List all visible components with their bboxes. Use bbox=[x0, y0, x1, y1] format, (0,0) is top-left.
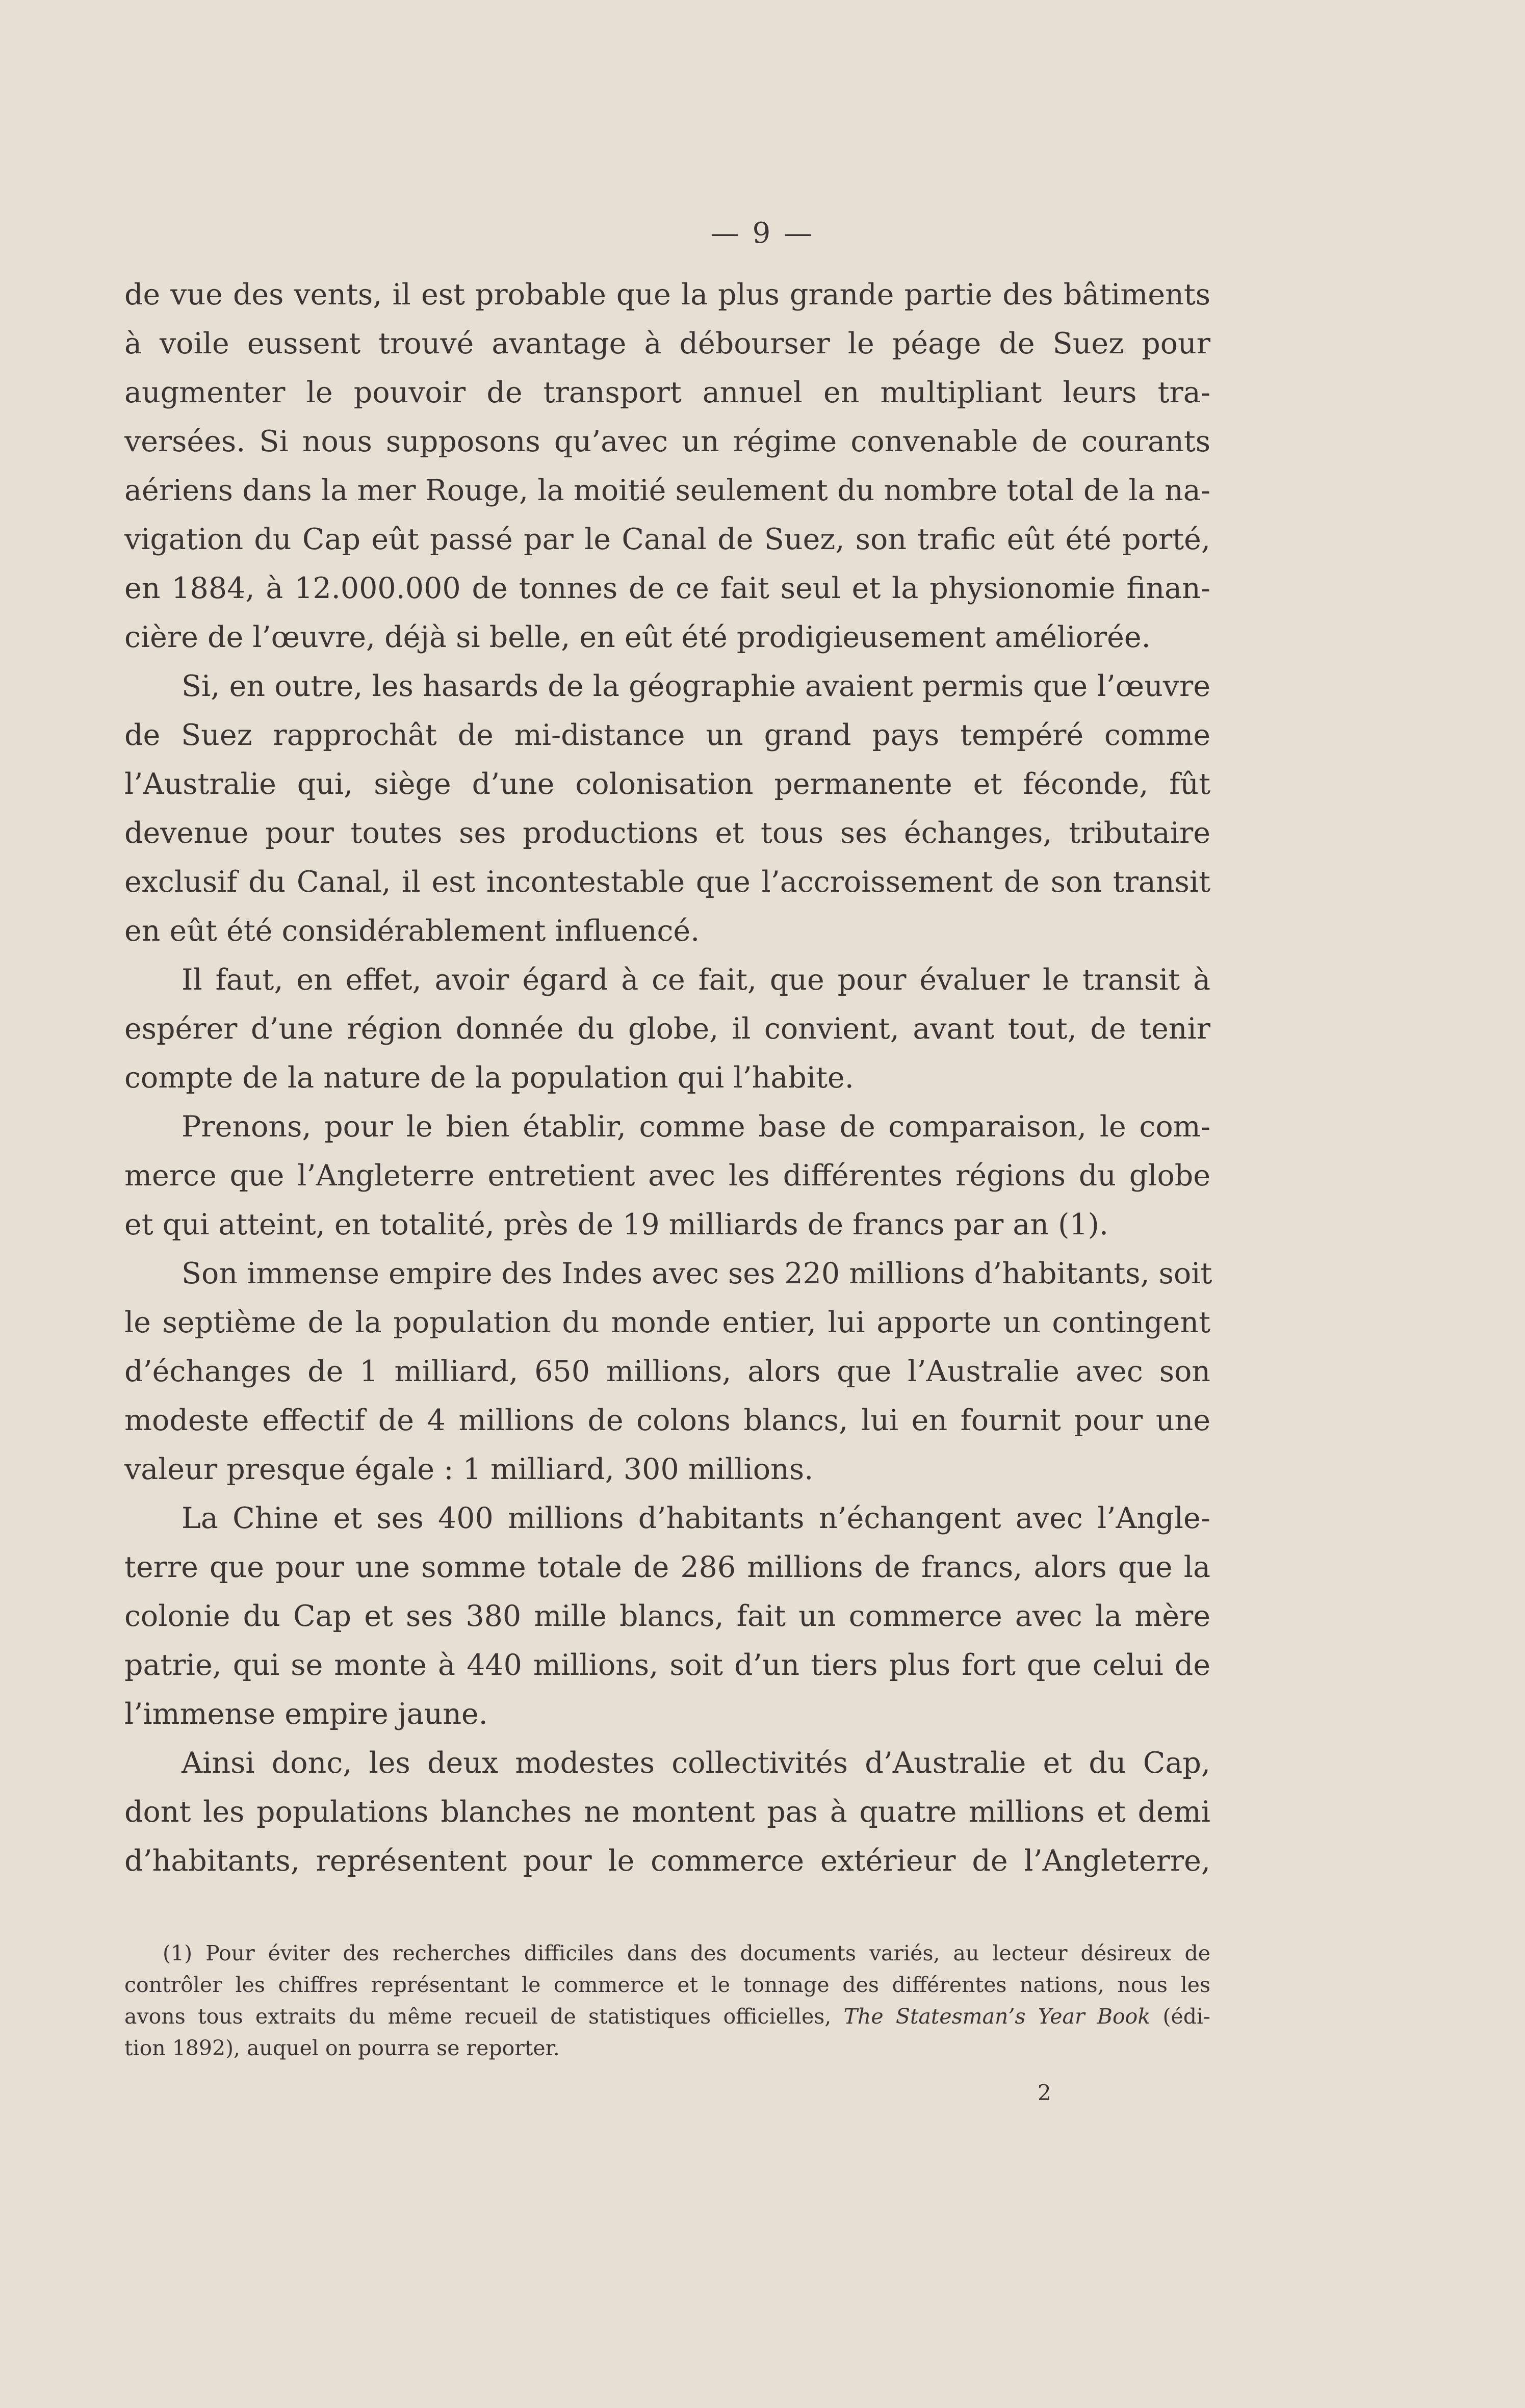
text-line: l’Australie qui, siège d’une colonisation permanente et féconde, fût bbox=[124, 767, 1210, 801]
footnote bbox=[124, 1937, 1210, 2064]
body-text bbox=[124, 270, 1210, 1885]
book-title: The Statesman’s Year Book bbox=[843, 2004, 1151, 2029]
paragraph-start-line: La Chine et ses 400 millions d’habitants n’échangent avec l’Angle- bbox=[182, 1501, 1210, 1535]
page-number: — 9 — bbox=[710, 217, 815, 250]
paragraph-start-line: Si, en outre, les hasards de la géographie avaient permis que l’œuvre bbox=[182, 669, 1210, 703]
text-line: cière de l’œuvre, déjà si belle, en eût été prodigieusement améliorée. bbox=[124, 620, 1151, 654]
footnote-line: (1) Pour éviter des recherches difficiles dans des documents variés, au lecteur désireux de bbox=[163, 1941, 1210, 1965]
paragraph-start-line: Ainsi donc, les deux modestes collectivités d’Australie et du Cap, bbox=[182, 1746, 1210, 1780]
text-line: patrie, qui se monte à 440 millions, soit d’un tiers plus fort que celui de bbox=[124, 1648, 1210, 1682]
text-line: de Suez rapprochât de mi-distance un grand pays tempéré comme bbox=[124, 718, 1210, 752]
footnote-line: tion 1892), auquel on pourra se reporter. bbox=[124, 2036, 560, 2060]
text-line: merce que l’Angleterre entretient avec les différentes régions du globe bbox=[124, 1159, 1210, 1193]
text-line: versées. Si nous supposons qu’avec un régime convenable de courants bbox=[124, 425, 1210, 458]
text-line: terre que pour une somme totale de 286 millions de francs, alors que la bbox=[124, 1550, 1210, 1584]
text-line: exclusif du Canal, il est incontestable que l’accroissement de son transit bbox=[124, 865, 1210, 899]
text-line: augmenter le pouvoir de transport annuel en multipliant leurs tra- bbox=[124, 376, 1210, 409]
text-line: modeste effectif de 4 millions de colons blancs, lui en fournit pour une bbox=[124, 1404, 1210, 1437]
footnote-line: contrôler les chiffres représentant le commerce et le tonnage des différentes nations, nous les bbox=[124, 1973, 1210, 1997]
text-line: valeur presque égale : 1 milliard, 300 millions. bbox=[124, 1453, 814, 1486]
text-line: compte de la nature de la population qui l’habite. bbox=[124, 1061, 854, 1095]
text-line: vigation du Cap eût passé par le Canal de Suez, son trafic eût été porté, bbox=[124, 523, 1210, 556]
text-line: devenue pour toutes ses productions et tous ses échanges, tributaire bbox=[124, 816, 1210, 850]
text-line: le septième de la population du monde entier, lui apporte un contingent bbox=[124, 1306, 1210, 1339]
paragraph-start-line: Il faut, en effet, avoir égard à ce fait, que pour évaluer le transit à bbox=[182, 963, 1210, 997]
text-line: en eût été considérablement influencé. bbox=[124, 914, 700, 948]
text-line: à voile eussent trouvé avantage à débourser le péage de Suez pour bbox=[124, 327, 1210, 360]
signature-mark: 2 bbox=[1038, 2080, 1051, 2105]
text-line: d’échanges de 1 milliard, 650 millions, alors que l’Australie avec son bbox=[124, 1355, 1210, 1388]
text-line: et qui atteint, en totalité, près de 19 milliards de francs par an (1). bbox=[124, 1208, 1108, 1241]
text-line: aériens dans la mer Rouge, la moitié seulement du nombre total de la na- bbox=[124, 474, 1210, 507]
text-line: l’immense empire jaune. bbox=[124, 1697, 488, 1731]
paragraph-start-line: Prenons, pour le bien établir, comme base de comparaison, le com- bbox=[182, 1110, 1210, 1144]
text-line: de vue des vents, il est probable que la plus grande partie des bâtiments bbox=[124, 278, 1210, 312]
text-line: d’habitants, représentent pour le commerce extérieur de l’Angleterre, bbox=[124, 1844, 1210, 1878]
text-line: colonie du Cap et ses 380 mille blancs, fait un commerce avec la mère bbox=[124, 1599, 1210, 1633]
text-line: espérer d’une région donnée du globe, il convient, avant tout, de tenir bbox=[124, 1012, 1210, 1046]
footnote-line: avons tous extraits du même recueil de statistiques officielles, The Statesman’s Year Book (édi- bbox=[124, 2004, 1210, 2029]
text-line: en 1884, à 12.000.000 de tonnes de ce fait seul et la physionomie finan- bbox=[124, 572, 1210, 605]
text-line: dont les populations blanches ne montent pas à quatre millions et demi bbox=[124, 1795, 1210, 1829]
paragraph-start-line: Son immense empire des Indes avec ses 220 millions d’habitants, soit bbox=[182, 1257, 1212, 1290]
